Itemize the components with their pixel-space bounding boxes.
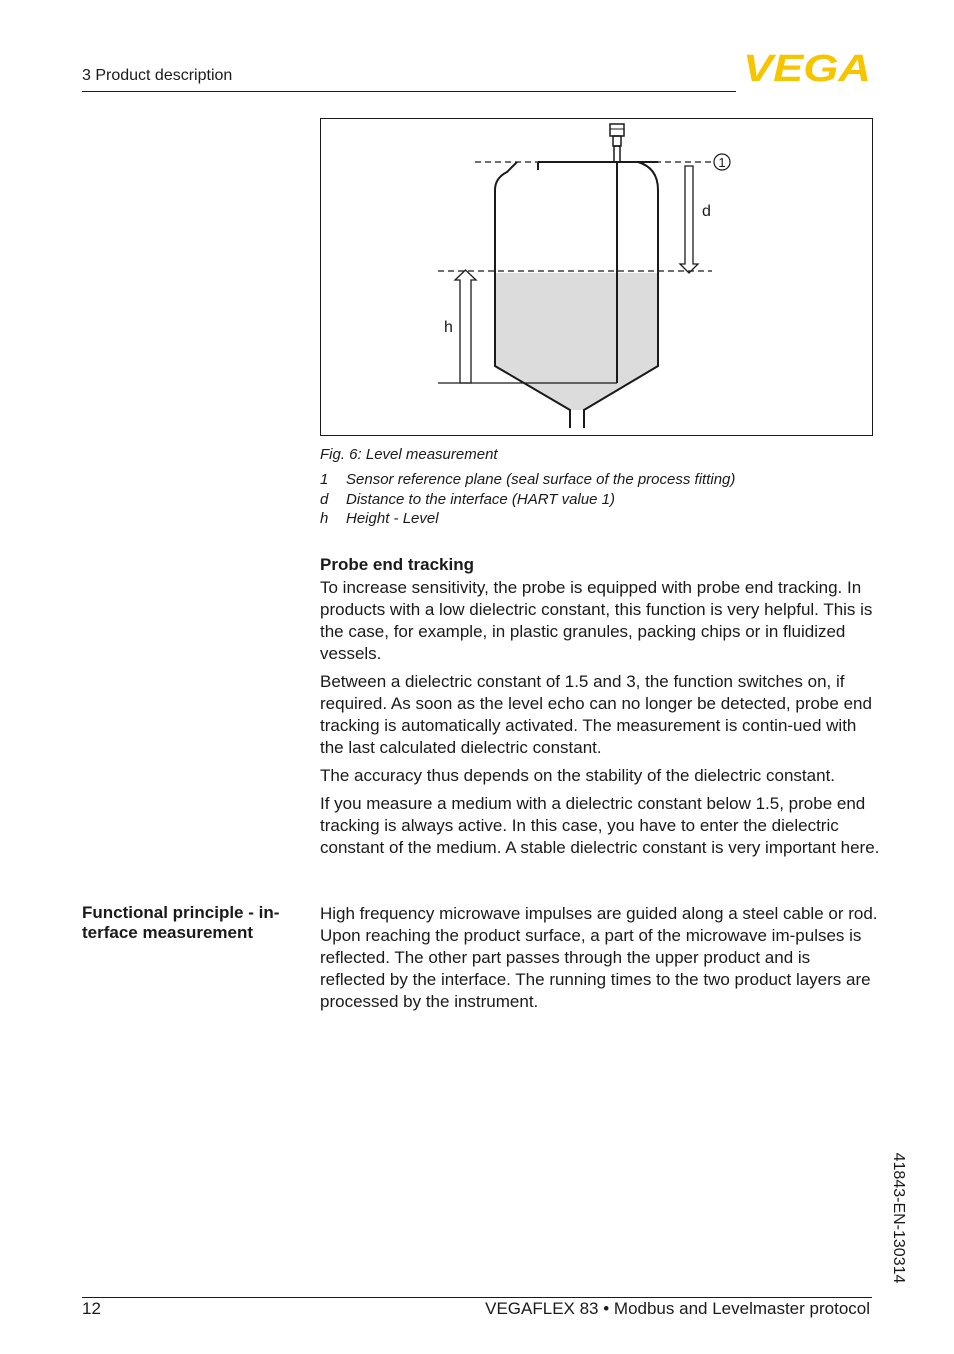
paragraph: If you measure a medium with a dielectric constant below 1.5, probe end tracking is always active. In this case, you have to enter the dielectric constant of the medium. A stable dielectric constant is very important here. — [320, 794, 880, 857]
legend-item — [320, 490, 735, 510]
legend-text: Height - Level — [346, 510, 439, 527]
legend-key: d — [320, 490, 329, 508]
header-divider — [82, 91, 736, 92]
reference-marker: 1 — [718, 155, 726, 170]
level-measurement-diagram — [320, 118, 873, 436]
sensor-housing — [613, 136, 621, 146]
legend-key: h — [320, 510, 329, 527]
legend-text: Distance to the interface (HART value 1) — [346, 490, 616, 508]
paragraph: To increase sensitivity, the probe is equipped with probe end tracking. In products with a low dielectric constant, this function is very helpful. This is the case, for example, in plastic granules, packing chips or in fluidized vessels. — [320, 578, 873, 663]
legend-text: Sensor reference plane (seal surface of the process fitting) — [346, 471, 736, 488]
paragraph: Between a dielectric constant of 1.5 and 3, the function switches on, if required. As soon as the level echo can no longer be detected, probe end tracking is automatically activated. The measurement is contin-ued with the last calculated dielectric constant. — [320, 672, 872, 757]
page-number: 12 — [82, 1299, 101, 1318]
label-d: d — [702, 203, 711, 220]
section-title: 3 Product description — [82, 67, 233, 84]
legend-key: 1 — [320, 471, 329, 488]
figure-legend — [320, 470, 735, 529]
distance-arrow — [680, 166, 698, 273]
footer-divider — [82, 1297, 872, 1298]
vega-logo — [742, 52, 872, 84]
product-fill — [495, 273, 658, 410]
interface-paragraph: High frequency microwave impulses are guided along a steel cable or rod. Upon reaching the product surface, a part of the microwave im-pulses is reflected. The other part passes through the upper product and is reflected by the interface. The running times to the two product layers are processed by the instrument. — [320, 904, 878, 1011]
paragraph: The accuracy thus depends on the stability of the dielectric constant. — [320, 766, 836, 785]
label-h: h — [444, 319, 453, 336]
footer-title: VEGAFLEX 83 • Modbus and Levelmaster protocol — [485, 1299, 870, 1318]
vega-logo-text: VEGA — [743, 52, 871, 84]
probe-end-tracking-heading: Probe end tracking — [320, 555, 474, 574]
side-heading-line: terface measurement — [82, 923, 254, 942]
legend-item — [320, 470, 735, 490]
sensor-head — [610, 124, 624, 136]
interface-measurement-heading — [82, 903, 312, 943]
side-heading-line: Functional principle - in- — [82, 903, 280, 922]
sensor-fitting — [614, 146, 620, 162]
height-arrow — [455, 270, 476, 383]
legend-item — [320, 509, 735, 529]
document-code: 41843-EN-130314 — [890, 1152, 907, 1284]
figure-caption: Fig. 6: Level measurement — [320, 446, 498, 463]
